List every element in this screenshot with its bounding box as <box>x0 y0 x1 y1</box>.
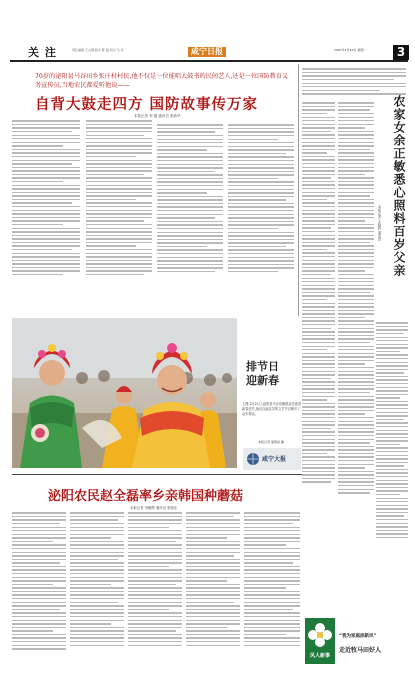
festival-photo-illustration <box>12 318 237 468</box>
flower-icon <box>305 620 335 650</box>
side-story-column-3 <box>376 320 408 600</box>
lead-headline: 自背大鼓走四方 国防故事传万家 <box>35 96 259 113</box>
bottom-column-2 <box>70 510 124 672</box>
page-number: 3 <box>393 45 409 60</box>
watermark-text: 咸宁大报 <box>262 456 287 463</box>
bottom-story-headline: 泌阳农民赵全磊率乡亲韩国种蘑菇 <box>48 489 244 504</box>
lead-column-4 <box>228 122 294 313</box>
lead-column-3 <box>157 122 223 313</box>
bottom-column-5 <box>244 510 300 672</box>
corner-subtitle: “我为家庭添新风” <box>339 634 377 639</box>
side-story-byline: 本报记者 王晓辉 通讯员 <box>377 205 381 242</box>
lead-column-1 <box>12 118 80 313</box>
header-rule <box>10 60 408 62</box>
header-date: 2007年2月26日 星期一 <box>334 48 367 52</box>
corner-logo-title: 风人新事 <box>309 653 330 659</box>
photo-credit: 本报记者 夏德斌 摄 <box>258 440 284 444</box>
section-label: 关 注 <box>28 46 57 59</box>
side-story-column-1 <box>302 100 335 600</box>
lead-byline: 本报记者 李 刚 通讯员 张新华 <box>134 114 181 118</box>
bottom-story-byline: 本报记者 李鹏辉 通讯员 张晓东 <box>130 506 178 510</box>
festival-photo <box>12 318 237 468</box>
side-story-top-text <box>302 66 406 96</box>
watermark-box <box>243 448 301 470</box>
newspaper-logo: 咸宁日报 <box>188 47 226 57</box>
corner-tagline: 走近牧马田好人 <box>339 647 382 654</box>
corner-logo-box <box>305 618 335 664</box>
photo-bottom-rule <box>12 474 302 475</box>
lead-deck: 70岁的泌阳县马谷田乡张庄村村民,他不仅是一位能唱大鼓书的民间艺人,还是一位国防教育义务宣传员,当地农民都爱听他说—— <box>35 73 289 89</box>
bottom-column-4 <box>186 510 240 672</box>
column-divider <box>298 64 299 316</box>
side-story-headline: 农家女余正敏悉心照料百岁父亲 <box>392 95 406 277</box>
header-meta: 责任编辑 王占刚 版式 陈 磊 校对 马 丹 <box>72 48 124 52</box>
bottom-column-3 <box>128 510 182 672</box>
side-story-column-2 <box>338 100 374 600</box>
lead-column-2 <box>86 118 152 313</box>
bottom-column-1 <box>12 510 66 672</box>
globe-icon <box>246 452 260 466</box>
photo-caption-title: 排节日迎新春 <box>246 360 279 387</box>
photo-caption-body: 上图:2月21日,泌阳县马谷田镇群众在欢度新春佳节,他们自编自导的文艺节目吸引了众多观众。 <box>242 402 302 416</box>
